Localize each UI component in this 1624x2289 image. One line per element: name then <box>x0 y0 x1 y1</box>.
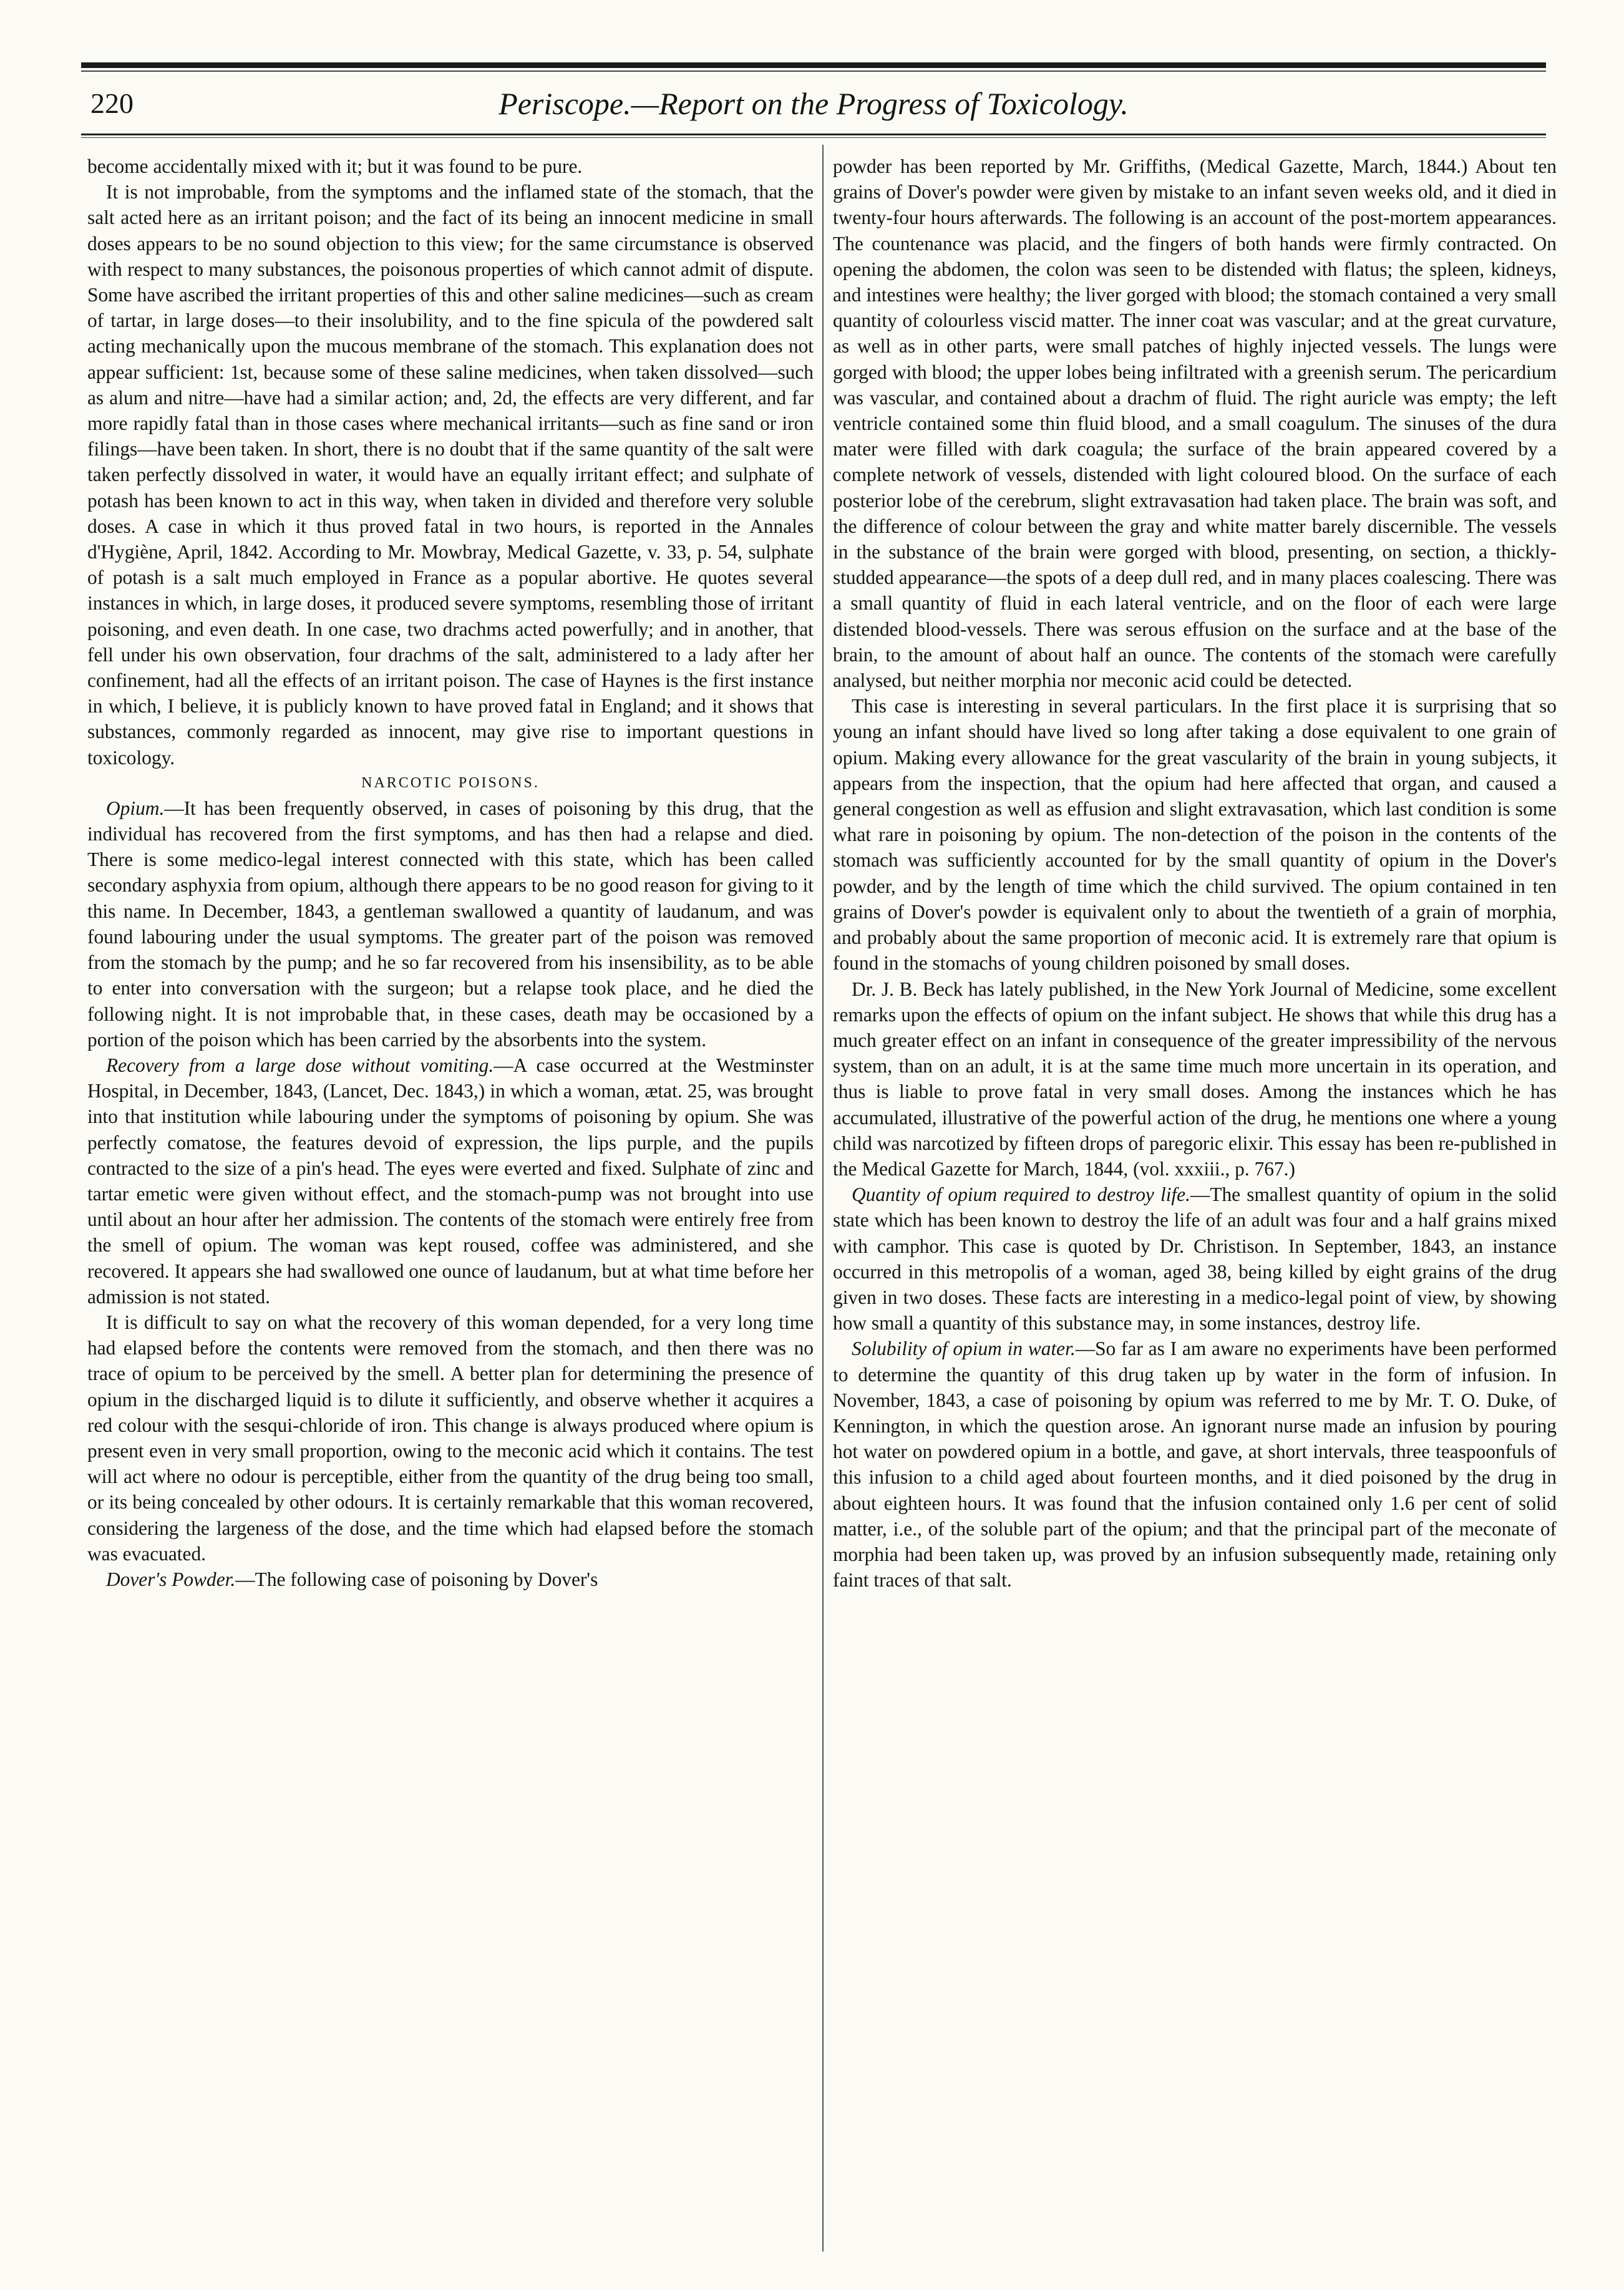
paragraph: This case is interesting in several particulars. In the first place it is surprising that so young an infant should have lived so long after taking a dose equivalent to one grain of opium. Making every allowance for the great vascularity of the brain in young subjects, it appears from the inspection, that the opium had here affected that organ, and caused a general congestion as well as effusion and slight extravasation, which last condition is some what rare in poisoning by opium. The non-detection of the poison in the contents of the stomach was sufficiently accounted for by the small quantity of opium in the Dover's powder, and by the length of time which the child survived. The opium contained in ten grains of Dover's powder is equivalent only to about the twentieth of a grain of morphia, and probably about the same proportion of meconic acid. It is extremely rare that opium is found in the stomachs of young children poisoned by small doses. <box>833 695 1557 974</box>
lead-solubility: Solubility of opium in water. <box>852 1338 1076 1360</box>
paragraph-text: —It has been frequently observed, in cases of poisoning by this drug, that the individual has recovered from the first symptoms, and has then had a relapse and died. There is some medico-legal interest connected with this state, which has been called secondary asphyxia from opium, although there appears to be no good reason for giving to it this name. In December, 1843, a gentleman swallowed a quantity of laudanum, and was found labouring under the usual symptoms. The greater part of the poison was removed from the stomach by the pump; and he so far recovered from his insensibility, as to be able to enter into conversation with the surgeon; but a relapse took place, and he died the following night. It is not improbable that, in these cases, death may be occasioned by a portion of the poison which has been carried by the absorbents into the system. <box>87 797 814 1051</box>
paragraph: Dr. J. B. Beck has lately published, in the New York Journal of Medicine, some excellent remarks upon the effects of opium on the infant subject. He shows that while this drug has a much greater effect on an infant in consequence of the greater impressibility of the nervous system, than on an adult, it is at the same time much more uncertain in its operation, and thus is liable to prove fatal in very small doses. Among the instances which he has accumulated, illustrative of the powerful action of the drug, he mentions one where a young child was narcotized by fifteen drops of paregoric elixir. This essay has been re-published in the Medical Gazette for March, 1844, (vol. xxxiii., p. 767.) <box>833 978 1557 1180</box>
paragraph: powder has been reported by Mr. Griffiths, (Medical Gazette, March, 1844.) About ten grains of Dover's powder were given by mistake to an infant seven weeks old, and it died in twenty-four hours afterwards. The following is an account of the post-mortem appearances. The countenance was placid, and the fingers of both hands were firmly contracted. On opening the abdomen, the colon was seen to be distended with flatus; the spleen, kidneys, and intestines were healthy; the liver gorged with blood; the stomach contained a very small quantity of colourless viscid matter. The inner coat was vascular; and at the great curvature, as well as in other parts, were small patches of highly injected vessels. The lungs were gorged with blood; the upper lobes being infiltrated with a greenish serum. The pericardium was vascular, and contained about a drachm of fluid. The right auricle was empty; the left ventricle contained some thin fluid blood, and a small coagulum. The sinuses of the dura mater were filled with dark coagula; the surface of the brain appeared covered by a complete network of vessels, distended with light coloured blood. On the surface of each posterior lobe of the cerebrum, slight extravasation had taken place. The brain was soft, and the difference of colour between the gray and white matter barely discernible. The vessels in the substance of the brain were gorged with blood, presenting, on section, a thickly-studded appearance—the spots of a deep dull red, and in many places coalescing. There was a small quantity of fluid in each lateral ventricle, and on the floor of each were large distended blood-vessels. There was serous effusion on the surface and at the base of the brain, to the amount of about half an ounce. The contents of the stomach were carefully analysed, but neither morphia nor meconic acid could be detected. <box>833 155 1557 692</box>
lead-dovers-powder: Dover's Powder. <box>106 1568 236 1590</box>
top-double-rule <box>81 62 1546 68</box>
left-column <box>87 153 814 2252</box>
paragraph-opium <box>87 795 814 1052</box>
paragraph-text: —The following case of poisoning by Dover's <box>235 1568 598 1590</box>
section-heading-narcotic-poisons: NARCOTIC POISONS. <box>361 774 540 791</box>
paragraph: become accidentally mixed with it; but it was found to be pure. <box>87 155 583 177</box>
lead-recovery: Recovery from a large dose without vomiting. <box>106 1054 494 1076</box>
paragraph-quantity <box>833 1182 1557 1336</box>
running-title: Periscope.—Report on the Progress of Toxicology. <box>498 86 1129 121</box>
lead-opium: Opium. <box>106 797 165 819</box>
paragraph-dovers-powder <box>87 1567 814 1592</box>
right-column <box>833 153 1557 2252</box>
page-number: 220 <box>90 87 134 119</box>
paragraph-solubility <box>833 1336 1557 1593</box>
paragraph-text: —A case occurred at the Westminster Hospital, in December, 1843, (Lancet, Dec. 1843,) in which a woman, ætat. 25, was brought into that institution while labouring under the symptoms of poisoning by opium. She was perfectly comatose, the features devoid of expression, the lips purple, and the pupils contracted to the size of a pin's head. The eyes were everted and fixed. Sulphate of zinc and tartar emetic were given without effect, and the stomach-pump was not brought into use until about an hour after her admission. The contents of the stomach were entirely free from the smell of opium. The woman was kept roused, coffee was administered, and she recovered. It appears she had swallowed one ounce of laudanum, but at what time before her admission is not stated. <box>87 1054 814 1308</box>
page-header <box>84 74 1543 131</box>
column-divider <box>822 145 824 2252</box>
top-thin-rule <box>81 70 1546 72</box>
paragraph-text: —The smallest quantity of opium in the solid state which has been known to destroy the life of an adult was four and a half grains mixed with camphor. This case is quoted by Dr. Christison. In September, 1843, an instance occurred in this metropolis of a woman, aged 38, being killed by eight grains of the drug given in two doses. These facts are interesting in a medico-legal point of view, by showing how small a quantity of this substance may, in some instances, destroy life. <box>833 1183 1557 1334</box>
paragraph-text: —So far as I am aware no experiments have been performed to determine the quantity of this drug taken up by water in the form of infusion. In November, 1843, a case of poisoning by opium was referred to me by Mr. T. O. Duke, of Kennington, in which the question arose. An ignorant nurse made an infusion by pouring hot water on powdered opium in a bottle, and gave, at short intervals, three teaspoonfuls of this infusion to a child aged about fourteen months, and it died poisoned by the drug in about eighteen hours. It was found that the infusion contained only 1.6 per cent of solid matter, i.e., of the soluble part of the opium; and that the principal part of the meconate of morphia had been taken up, was proved by an infusion subsequently made, retaining only faint traces of that salt. <box>833 1338 1557 1592</box>
paragraph: It is difficult to say on what the recovery of this woman depended, for a very long time had elapsed before the contents were removed from the stomach, and then there was no trace of opium to be perceived by the smell. A better plan for determining the presence of opium in the discharged liquid is to dilute it sufficiently, and observe whether it acquires a red colour with the sesqui-chloride of iron. This change is always produced where opium is present even in very small proportion, owing to the meconic acid which it contains. The test will act where no odour is perceptible, either from the quantity of the drug being too small, or its being concealed by other odours. It is certainly remarkable that this woman recovered, considering the largeness of the dose, and the time which had elapsed before the stomach was evacuated. <box>87 1311 814 1565</box>
paragraph-recovery <box>87 1052 814 1310</box>
paragraph: It is not improbable, from the symptoms and the inflamed state of the stomach, that the salt acted here as an irritant poison; and the fact of its being an innocent medicine in small doses appears to be no sound objection to this view; for the same circumstance is observed with respect to many substances, the poisonous properties of which cannot admit of dispute. Some have ascribed the irritant properties of this and other saline medicines—such as cream of tartar, in large doses—to their insolubility, and to the fine spicula of the powdered salt acting mechanically upon the mucous membrane of the stomach. This explanation does not appear sufficient: 1st, because some of these saline medicines, when taken dissolved—such as alum and nitre—have had a similar action; and, 2d, the effects are very different, and far more rapidly fatal than in those cases where mechanical irritants—such as fine sand or iron filings—have been taken. In short, there is no doubt that if the same quantity of the salt were taken perfectly dissolved in water, it would have an equally irritant effect; and sulphate of potash has been known to act in this way, when taken in divided and therefore very soluble doses. A case in which it thus proved fatal in two hours, is reported in the Annales d'Hygiène, April, 1842. According to Mr. Mowbray, Medical Gazette, v. 33, p. 54, sulphate of potash is a salt much employed in France as a popular abortive. He quotes several instances in which, in large doses, it produced severe symptoms, resembling those of irritant poisoning, and even death. In one case, two drachms acted powerfully; and in another, that fell under his own observation, four drachms of the salt, administered to a lady after her confinement, had all the effects of an irritant poison. The case of Haynes is the first instance in which, I believe, it is publicly known to have proved fatal in England; and it shows that substances, commonly regarded as innocent, may give rise to important questions in toxicology. <box>87 181 814 769</box>
lead-quantity: Quantity of opium required to destroy life. <box>852 1183 1190 1206</box>
header-rule <box>81 134 1546 138</box>
